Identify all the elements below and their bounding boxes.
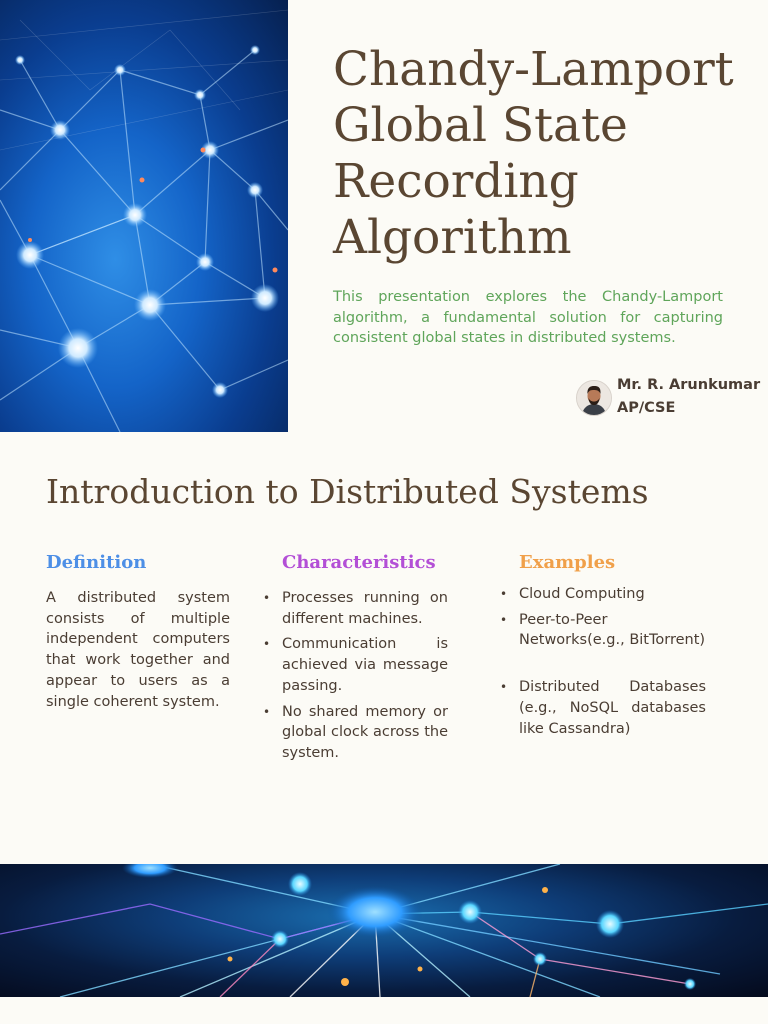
section-title: Introduction to Distributed Systems xyxy=(46,472,649,511)
examples-column xyxy=(519,550,706,744)
network-hub-image xyxy=(0,864,768,997)
definition-text: A distributed system consists of multiple independent computers that work together and appear to users as a single coherent system. xyxy=(46,590,230,710)
list-item: • Processes running on different machines. xyxy=(282,588,448,629)
definition-heading: Definition xyxy=(46,552,147,573)
author-role: AP/CSE xyxy=(617,400,676,416)
list-item: • Communication is achieved via message passing. xyxy=(282,634,448,696)
examples-heading: Examples xyxy=(519,552,616,573)
characteristics-list xyxy=(282,588,448,764)
author-block xyxy=(576,375,766,421)
list-item: • Peer-to-Peer Networks(e.g., BitTorrent) xyxy=(519,610,706,651)
characteristics-heading: Characteristics xyxy=(282,552,436,573)
definition-column xyxy=(46,550,230,712)
author-name: Mr. R. Arunkumar xyxy=(617,377,761,393)
list-item: • Cloud Computing xyxy=(519,584,706,605)
presentation-subtitle: This presentation explores the Chandy-Lamport algorithm, a fundamental solution for capturing consistent global states in distributed systems. xyxy=(333,289,723,346)
presentation-title: Chandy-Lamport Global State Recording Algorithm xyxy=(333,42,734,265)
avatar-photo xyxy=(577,381,611,415)
network-nodes-image xyxy=(0,0,288,432)
list-item: • No shared memory or global clock across the system. xyxy=(282,702,448,764)
bottom-network-banner xyxy=(0,864,768,997)
hero-network-image xyxy=(0,0,288,432)
examples-list xyxy=(519,584,706,739)
avatar xyxy=(576,380,612,416)
list-item: • Distributed Databases (e.g., NoSQL databases like Cassandra) xyxy=(519,677,706,739)
characteristics-column xyxy=(282,550,448,769)
